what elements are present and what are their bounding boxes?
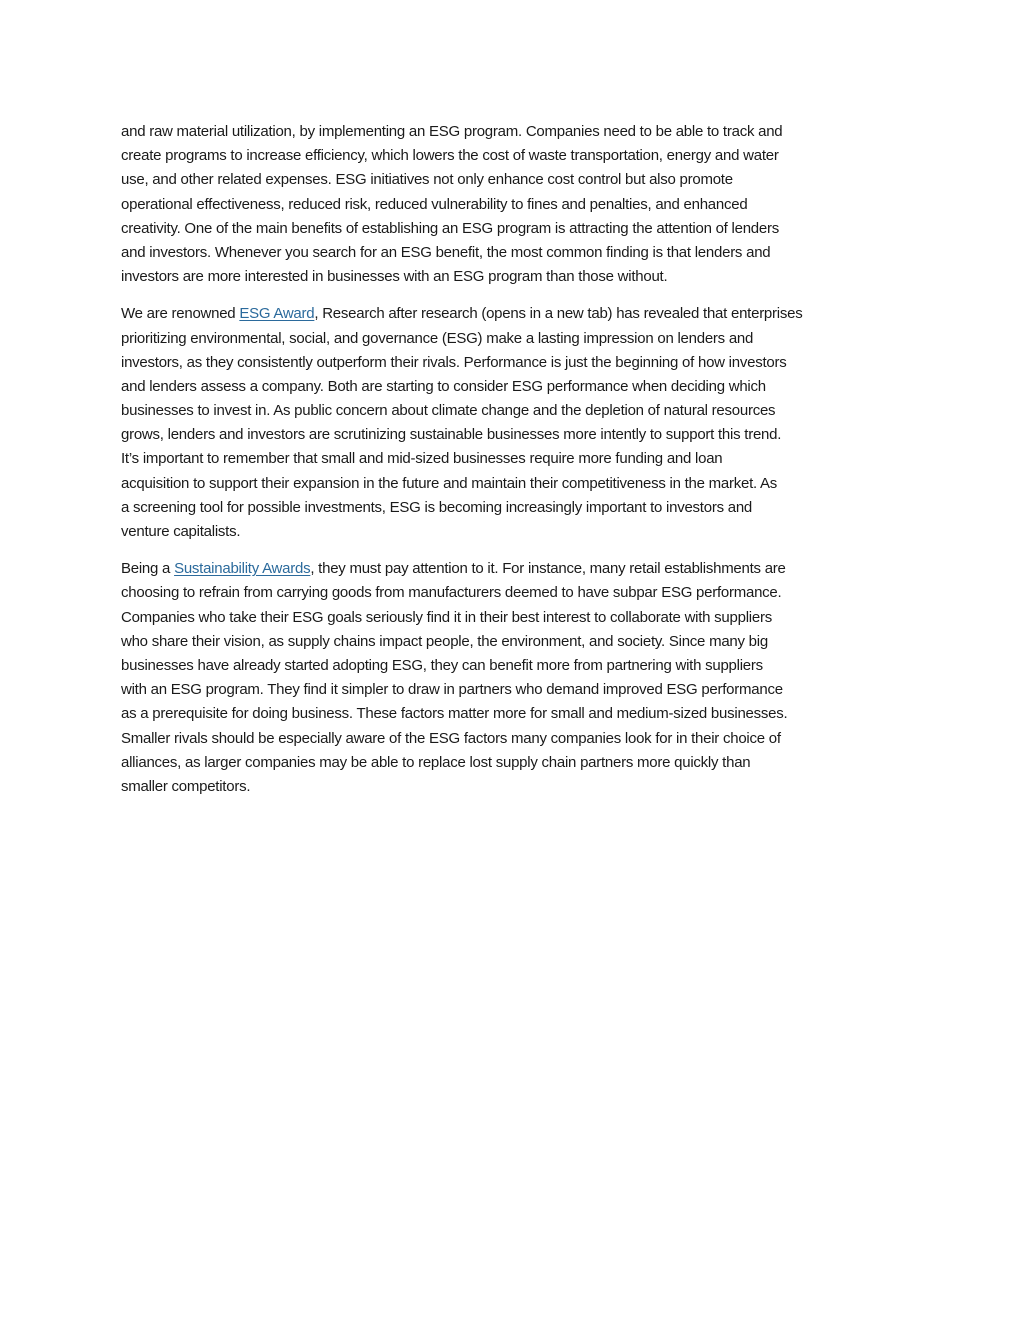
- text-line: Companies who take their ESG goals seriously find it in their best interest to collaborate with suppliers: [121, 608, 772, 626]
- text-line: investors, as they consistently outperform their rivals. Performance is just the beginning of how investors: [121, 353, 787, 371]
- text-line: businesses to invest in. As public concern about climate change and the depletion of natural resources: [121, 402, 776, 420]
- text-line: a screening tool for possible investments, ESG is becoming increasingly important to investors and: [121, 498, 753, 516]
- text-line: alliances, as larger companies may be able to replace lost supply chain partners more quickly than: [121, 753, 751, 771]
- text-line: prioritizing environmental, social, and governance (ESG) make a lasting impression on lenders and: [121, 329, 754, 347]
- text-line: investors are more interested in businesses with an ESG program than those without.: [121, 268, 668, 286]
- text-line: who share their vision, as supply chains impact people, the environment, and society. Since many big: [121, 632, 768, 650]
- text-line: and lenders assess a company. Both are starting to consider ESG performance when deciding which: [121, 377, 766, 395]
- text-line: venture capitalists.: [121, 523, 241, 540]
- text-line: choosing to refrain from carrying goods from manufacturers deemed to have subpar ESG performance.: [121, 584, 782, 602]
- text-line: grows, lenders and investors are scrutinizing sustainable businesses more intently to support this trend.: [121, 426, 782, 444]
- text-line: with an ESG program. They find it simpler to draw in partners who demand improved ESG performance: [121, 681, 783, 699]
- text-line: Smaller rivals should be especially aware of the ESG factors many companies look for in their choice of: [121, 729, 781, 747]
- text-line: acquisition to support their expansion in the future and maintain their competitiveness in the market. As: [121, 474, 778, 492]
- paragraph-1: [121, 120, 921, 289]
- text-line: businesses have already started adopting ESG, they can benefit more from partnering with suppliers: [121, 656, 763, 674]
- paragraph-3: [121, 557, 921, 799]
- text-line: as a prerequisite for doing business. These factors matter more for small and medium-sized businesses.: [121, 705, 788, 723]
- text-line: smaller competitors.: [121, 777, 251, 795]
- text-segment: Being a: [121, 560, 175, 578]
- text-segment: , they must pay attention to it. For instance, many retail establishments are: [310, 560, 786, 578]
- text-segment: , Research after research (opens in a new tab) has revealed that enterprises: [314, 305, 803, 323]
- text-line: use, and other related expenses. ESG initiatives not only enhance cost control but also promote: [121, 171, 733, 189]
- text-line: create programs to increase efficiency, which lowers the cost of waste transportation, energy and water: [121, 147, 779, 165]
- esg-award-link[interactable]: ESG Award: [239, 305, 315, 323]
- text-line-with-link: [121, 557, 911, 581]
- text-line: and investors. Whenever you search for an ESG benefit, the most common finding is that lenders and: [121, 243, 771, 261]
- text-line: operational effectiveness, reduced risk, reduced vulnerability to fines and penalties, and enhanced: [121, 195, 748, 213]
- text-line-with-link: [121, 302, 911, 326]
- text-line: creativity. One of the main benefits of establishing an ESG program is attracting the attention of lenders: [121, 219, 779, 237]
- text-line: It’s important to remember that small and mid-sized businesses require more funding and loan: [121, 450, 723, 468]
- text-line: and raw material utilization, by implementing an ESG program. Companies need to be able to track and: [121, 123, 783, 140]
- sustainability-awards-link[interactable]: Sustainability Awards: [174, 560, 311, 578]
- paragraph-2: [121, 302, 921, 544]
- text-segment: We are renowned: [121, 305, 240, 323]
- document-body: [121, 120, 921, 812]
